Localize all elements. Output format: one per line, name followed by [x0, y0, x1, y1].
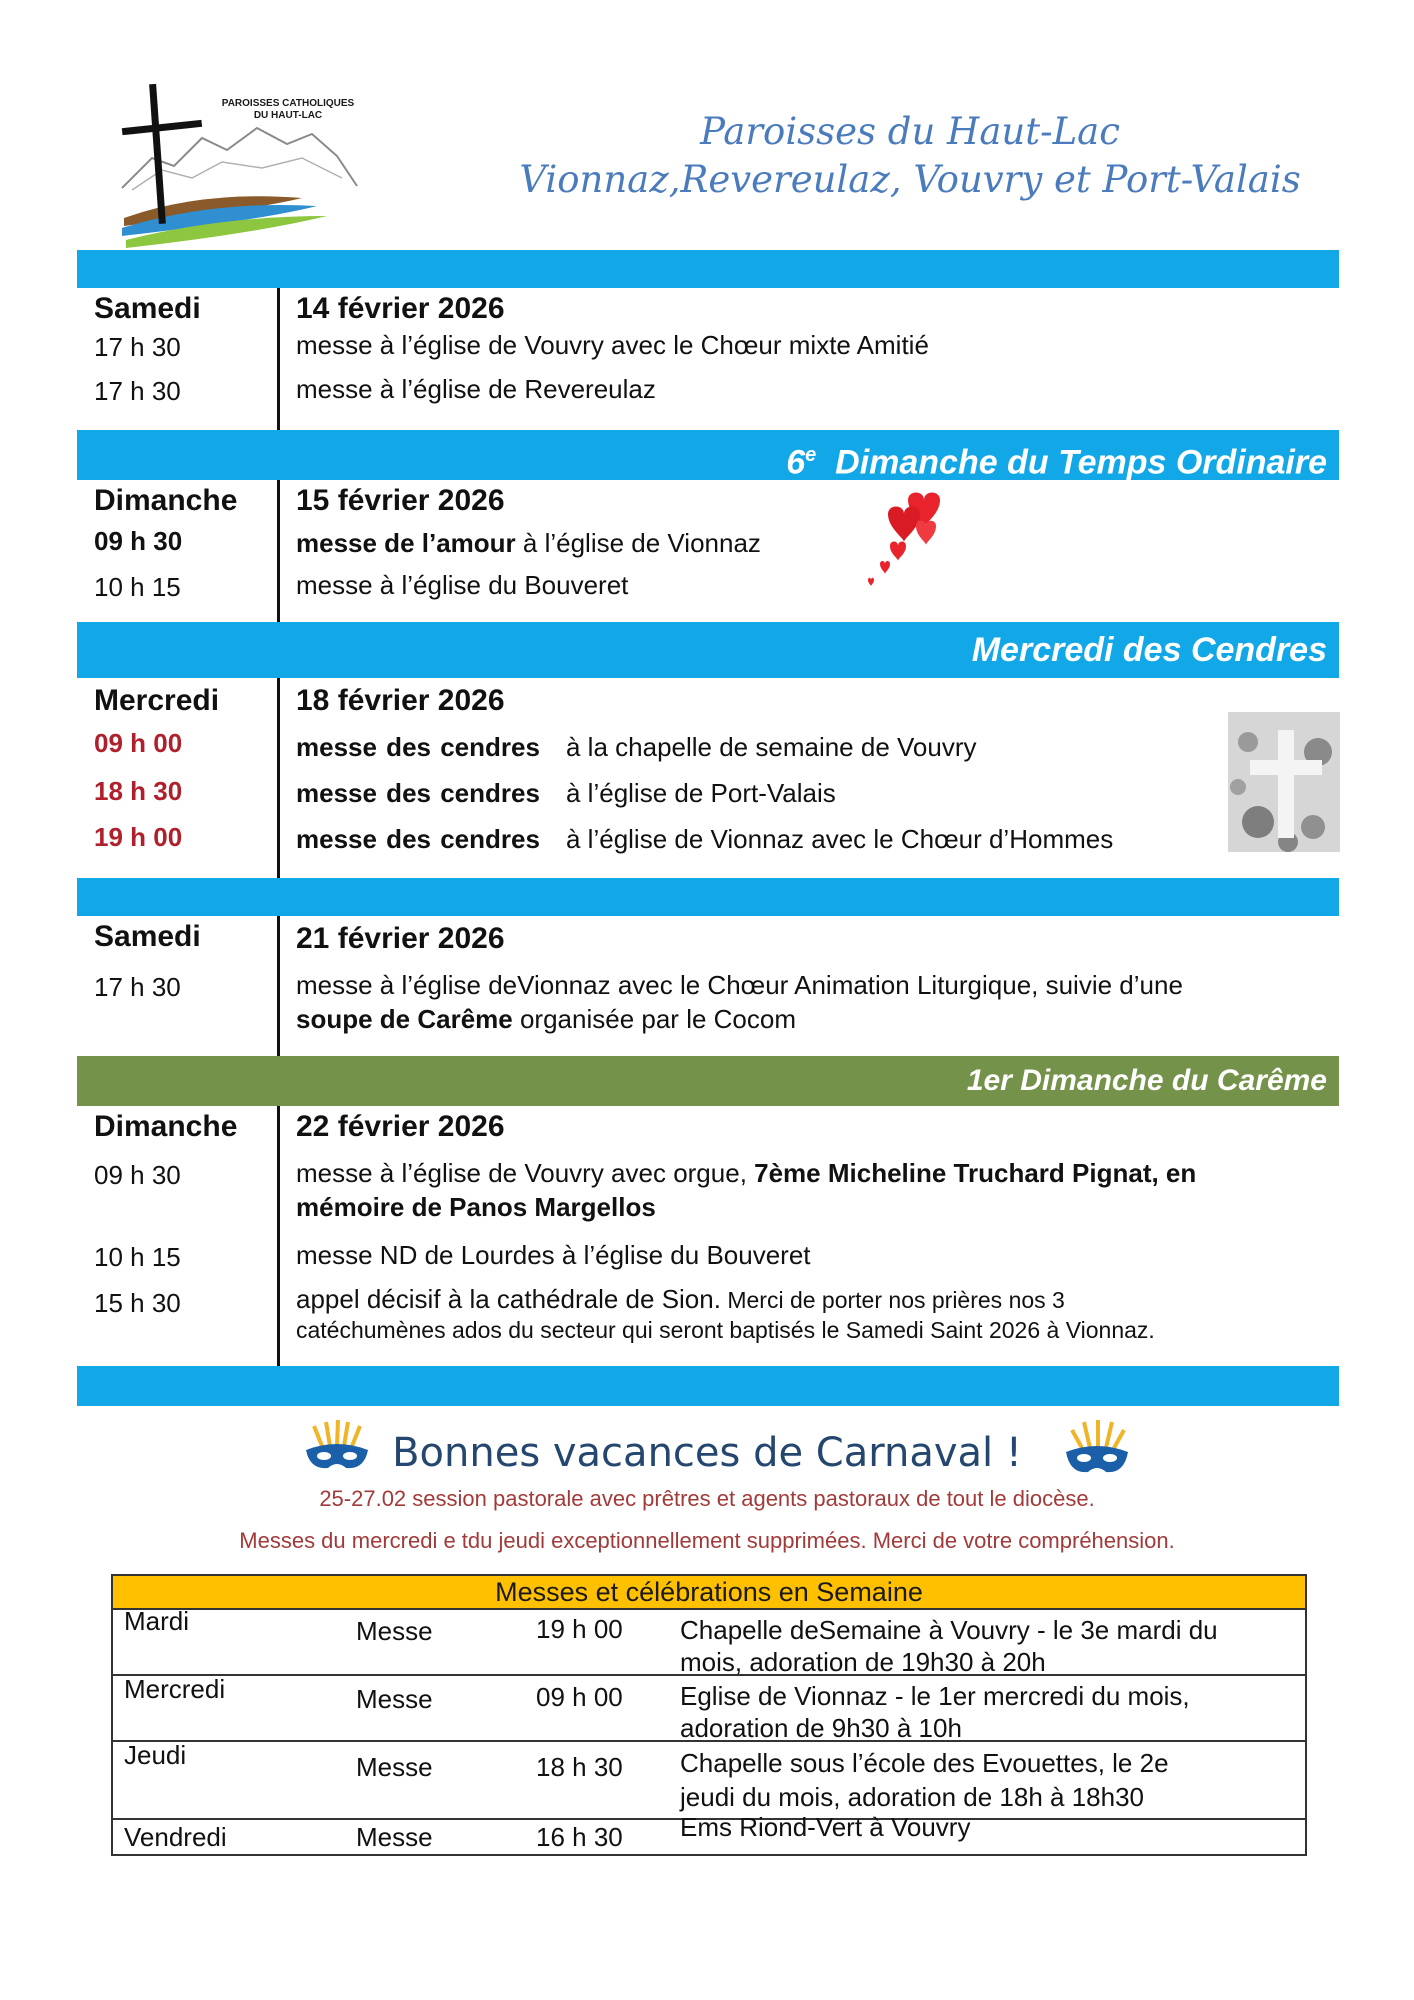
- event-bold-text: messe de l’amour: [296, 528, 516, 558]
- divider-line: [277, 678, 280, 878]
- event-small-text: Merci de porter nos prières nos 3: [720, 1287, 1065, 1313]
- bottom-bar: [77, 1366, 1339, 1406]
- weekly-info-line1: Chapelle deSemaine à Vouvry - le 3e mardi du: [680, 1615, 1218, 1645]
- top-bar: [77, 250, 1339, 288]
- bar-temps-ordinaire-label: Dimanche du Temps Ordinaire: [835, 443, 1327, 482]
- day-label: Dimanche: [94, 1110, 238, 1143]
- bar-temps-ordinaire: [77, 430, 1339, 480]
- logo-text: [213, 98, 363, 122]
- date-label: 18 février 2026: [296, 684, 505, 717]
- event-bold-text: messe des cendres: [296, 732, 540, 762]
- event-text-rest: à la chapelle de semaine de Vouvry: [566, 732, 977, 762]
- weekly-type: Messe: [356, 1822, 433, 1852]
- event-bold-text: mémoire de Panos Margellos: [296, 1192, 656, 1222]
- time-label: 09 h 00: [94, 728, 183, 758]
- bar-temps-ordinaire-sup: e: [805, 444, 817, 466]
- table-row-divider: [113, 1674, 1305, 1676]
- event-text: messe ND de Lourdes à l’église du Bouveret: [296, 1240, 811, 1270]
- event-text-rest: à l’église de Vionnaz: [515, 528, 761, 558]
- weekly-info-line2: jeudi du mois, adoration de 18h à 18h30: [680, 1782, 1145, 1812]
- event-text: [296, 776, 836, 810]
- date-label: 22 février 2026: [296, 1110, 505, 1143]
- divider-line: [277, 1106, 280, 1366]
- time-label: 17 h 30: [94, 972, 181, 1002]
- weekly-type: Messe: [356, 1684, 433, 1714]
- divider-line: [277, 480, 280, 622]
- time-label: 09 h 30: [94, 1160, 181, 1190]
- carnaval-title: Bonnes vacances de Carnaval !: [392, 1430, 1022, 1476]
- event-text-line1: messe à l’église deVionnaz avec le Chœur Animation Liturgique, suivie d’une: [296, 970, 1183, 1000]
- weekly-info: [680, 1614, 1218, 1678]
- event-text-rest: à l’église de Port-Valais: [566, 778, 836, 808]
- weekly-info-line2: adoration de 9h30 à 10h: [680, 1713, 962, 1743]
- time-label: 09 h 30: [94, 526, 183, 556]
- table-row-divider: [113, 1740, 1305, 1742]
- date-label: 21 février 2026: [296, 922, 505, 955]
- separator-bar: [77, 878, 1339, 916]
- time-label: 15 h 30: [94, 1288, 181, 1318]
- day-label: Samedi: [94, 920, 201, 953]
- weekly-time: 09 h 00: [536, 1682, 623, 1712]
- hearts-icon: [860, 484, 950, 594]
- event-text-rest: appel décisif à la cathédrale de Sion.: [296, 1284, 721, 1314]
- carnaval-line1: 25-27.02 session pastorale avec prêtres et agents pastoraux de tout le diocèse.: [319, 1486, 1095, 1511]
- event-text: [296, 1284, 1326, 1345]
- logo-text-line2: DU HAUT-LAC: [253, 110, 323, 121]
- event-text: [296, 968, 1326, 1036]
- event-text-line1: [296, 1284, 1326, 1315]
- weekly-day: Mercredi: [124, 1674, 226, 1704]
- weekly-time: 16 h 30: [536, 1822, 623, 1852]
- weekly-day: Mardi: [124, 1606, 190, 1636]
- event-bold-text: messe des cendres: [296, 778, 540, 808]
- event-bold-text: soupe de Carême: [296, 1004, 513, 1034]
- weekly-info-line2: mois, adoration de 19h30 à 20h: [680, 1647, 1046, 1677]
- ash-cross-icon: [1228, 712, 1340, 852]
- time-label: 10 h 15: [94, 572, 181, 602]
- event-text: messe à l’église de Vouvry avec le Chœur mixte Amitié: [296, 330, 929, 360]
- date-label: 14 février 2026: [296, 292, 505, 325]
- day-label: Dimanche: [94, 484, 238, 517]
- carnaval-line2: Messes du mercredi e tdu jeudi exceptionnellement supprimées. Merci de votre compréhension.: [239, 1528, 1175, 1553]
- time-label: 17 h 30: [94, 332, 181, 362]
- weekly-day: Vendredi: [124, 1822, 227, 1852]
- bar-temps-ordinaire-num: 6: [786, 443, 806, 482]
- event-text: [296, 822, 1113, 856]
- event-text: messe à l’église de Revereulaz: [296, 374, 656, 404]
- bar-careme: 1er Dimanche du Carême: [77, 1056, 1339, 1106]
- date-label: 15 février 2026: [296, 484, 505, 517]
- event-text: [296, 730, 977, 764]
- event-text-rest: organisée par le Cocom: [512, 1004, 797, 1034]
- bar-cendres: Mercredi des Cendres: [77, 622, 1339, 678]
- time-label: 10 h 15: [94, 1242, 181, 1272]
- weekly-info-line1: Ems Riond-Vert à Vouvry: [680, 1812, 971, 1842]
- event-small-text: catéchumènes ados du secteur qui seront baptisés le Samedi Saint 2026 à Vionnaz.: [296, 1317, 1155, 1343]
- divider-line: [277, 916, 280, 1056]
- event-text: [296, 1156, 1326, 1224]
- weekly-info-line1: Eglise de Vionnaz - le 1er mercredi du mois,: [680, 1681, 1190, 1711]
- divider-line: [277, 288, 280, 430]
- event-bold-text: 7ème Micheline Truchard Pignat, en: [754, 1158, 1197, 1188]
- weekly-day: Jeudi: [124, 1740, 187, 1770]
- day-label: Mercredi: [94, 684, 220, 717]
- page-title-line1: Paroisses du Haut-Lac: [700, 110, 1120, 153]
- weekly-time: 19 h 00: [536, 1614, 623, 1644]
- event-text-rest: à l’église de Vionnaz avec le Chœur d’Hommes: [566, 824, 1114, 854]
- table-row-divider: [113, 1608, 1305, 1610]
- weekly-table-heading: Messes et célébrations en Semaine: [113, 1576, 1305, 1608]
- weekly-time: 18 h 30: [536, 1752, 623, 1782]
- event-text: messe à l’église du Bouveret: [296, 570, 629, 600]
- time-label: 19 h 00: [94, 822, 183, 852]
- logo-text-line1: PAROISSES CATHOLIQUES: [221, 98, 355, 109]
- event-bold-text: messe des cendres: [296, 824, 540, 854]
- event-text-line1: [296, 1156, 1326, 1190]
- weekly-type: Messe: [356, 1616, 433, 1646]
- event-text-line2: [296, 1002, 1326, 1036]
- event-text-rest: messe à l’église de Vouvry avec orgue,: [296, 1158, 755, 1188]
- page-title-line2: Vionnaz,Revereulaz, Vouvry et Port-Valais: [519, 158, 1301, 201]
- day-label: Samedi: [94, 292, 201, 325]
- event-text: [296, 526, 761, 560]
- weekly-info: [680, 1746, 1169, 1814]
- time-label: 17 h 30: [94, 376, 181, 406]
- weekly-type: Messe: [356, 1752, 433, 1782]
- weekly-info: [680, 1680, 1190, 1744]
- weekly-info-line1: Chapelle sous l’école des Evouettes, le 2e: [680, 1748, 1169, 1778]
- time-label: 18 h 30: [94, 776, 183, 806]
